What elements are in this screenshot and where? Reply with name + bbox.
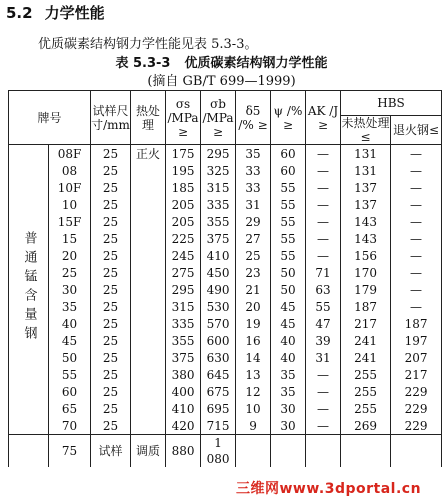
cell-el: 9 [236,417,271,435]
grade-cell: 65 [49,400,91,417]
cell-heat [131,264,166,281]
table-row [9,366,442,383]
cell-ra: 55 [271,247,306,264]
cell-size: 25 [91,230,131,247]
cell-el: 16 [236,332,271,349]
cell-ys: 195 [166,162,201,179]
cell-ra: 35 [271,383,306,400]
cell-ra: 50 [271,264,306,281]
cell-ys: 275 [166,264,201,281]
table-row [9,230,442,247]
cell-hb1: 241 [341,349,391,366]
cell-ys: 175 [166,145,201,163]
cell-ts: 295 [201,145,236,163]
cell-el: 10 [236,400,271,417]
cell-size: 25 [91,145,131,163]
cell-ts: 675 [201,383,236,400]
header-heat-treatment: 热处理 [131,91,166,145]
cell-ra: 55 [271,230,306,247]
cell-size: 25 [91,315,131,332]
cell-size: 25 [91,196,131,213]
cell-ak: — [306,400,341,417]
cell-ys: 315 [166,298,201,315]
cell-ra: 35 [271,366,306,383]
table-row [9,162,442,179]
table-row [9,213,442,230]
cell-size: 25 [91,383,131,400]
table-row [9,196,442,213]
cell-ys: 245 [166,247,201,264]
cell-heat [131,196,166,213]
table-row [9,145,442,163]
table-row [9,264,442,281]
grade-cell: 50 [49,349,91,366]
cell-size: 25 [91,417,131,435]
cell-hb2: 229 [391,417,442,435]
table-row [9,383,442,400]
cell-hb1: 143 [341,230,391,247]
cell-hb2: — [391,264,442,281]
intro-paragraph: 优质碳素结构钢力学性能见表 5.3-3。 [38,37,258,52]
header-hbs-untreated: 未热处理≤ [341,116,390,144]
cell-ra: 55 [271,179,306,196]
cell-heat [131,281,166,298]
cell-hb2: 229 [391,383,442,400]
cell-ts: 490 [201,281,236,298]
grade-cell: 55 [49,366,91,383]
cell-hb2: — [391,162,442,179]
cell-el: 27 [236,230,271,247]
grade-cell: 60 [49,383,91,400]
cell-el: 35 [236,145,271,163]
cell-size: 25 [91,247,131,264]
cell-size: 25 [91,298,131,315]
cell-ys: 420 [166,417,201,435]
cell-ts: 715 [201,417,236,435]
cell-ra: 30 [271,400,306,417]
cell-ys: 205 [166,213,201,230]
cell-size: 25 [91,332,131,349]
header-yield-strength: σs /MPa ≥ [166,91,201,145]
cell-ts: 410 [201,247,236,264]
cell-ra: 60 [271,145,306,163]
cell-ts: 570 [201,315,236,332]
cell-hb1: 255 [341,383,391,400]
header-grade: 牌号 [9,91,91,145]
grade-cell: 20 [49,247,91,264]
section-number: 5.2 [6,4,33,22]
header-hbs: HBS [341,91,442,116]
cell-empty [236,435,271,468]
group-label-cell [9,145,49,435]
cell-heat: 调质 [131,435,166,468]
cell-el: 13 [236,366,271,383]
cell-hb2: — [391,145,442,163]
cell-size: 试样 [91,435,131,468]
cell-hb2: — [391,281,442,298]
cell-empty [391,435,442,468]
cell-hb2: 197 [391,332,442,349]
cell-ak: — [306,230,341,247]
cell-ra: 30 [271,417,306,435]
group-label: 普通锰含量钢 [21,230,37,345]
grade-cell: 45 [49,332,91,349]
table-title: 优质碳素结构钢力学性能 [184,56,328,71]
cell-empty [341,435,391,468]
cell-ts: 315 [201,179,236,196]
table-body [9,145,442,468]
cell-ys: 185 [166,179,201,196]
cell-hb2: 229 [391,400,442,417]
cell-el: 12 [236,383,271,400]
header-elongation: δ5 /% ≥ [236,91,271,145]
cell-ts: 530 [201,298,236,315]
section-heading [6,2,105,23]
header-reduction-of-area: ψ /% ≥ [271,91,306,145]
cell-ak: — [306,162,341,179]
cell-heat [131,213,166,230]
cell-ra: 55 [271,196,306,213]
cell-heat [131,298,166,315]
cell-ra: 50 [271,281,306,298]
cell-ys: 225 [166,230,201,247]
grade-cell: 10 [49,196,91,213]
table-row [9,332,442,349]
cell-hb1: 131 [341,162,391,179]
cell-ak: — [306,145,341,163]
table-row [9,400,442,417]
cell-hb1: 137 [341,196,391,213]
table-row [9,247,442,264]
cell-ys: 400 [166,383,201,400]
cell-ys: 880 [166,435,201,468]
cell-ak: 31 [306,349,341,366]
grade-cell: 15F [49,213,91,230]
table-row [9,281,442,298]
cell-heat [131,383,166,400]
cell-hb1: 179 [341,281,391,298]
cell-ak: — [306,366,341,383]
cell-hb1: 187 [341,298,391,315]
cell-el: 19 [236,315,271,332]
cell-heat [131,162,166,179]
cell-hb1: 241 [341,332,391,349]
cell-ys: 295 [166,281,201,298]
cell-ak: — [306,383,341,400]
cell-ra: 40 [271,332,306,349]
grade-cell: 08 [49,162,91,179]
cell-ak: 47 [306,315,341,332]
cell-size: 25 [91,366,131,383]
cell-ys: 380 [166,366,201,383]
cell-ts: 645 [201,366,236,383]
grade-cell: 40 [49,315,91,332]
header-hbs-annealed: 退火钢≤ [391,116,442,145]
cell-hb2: 217 [391,366,442,383]
cell-hb1: 143 [341,213,391,230]
cell-heat [131,230,166,247]
cell-ak: — [306,179,341,196]
cell-hb2: — [391,230,442,247]
cell-ts: 1 080 [201,435,236,468]
cell-el: 33 [236,162,271,179]
cell-heat [131,247,166,264]
cell-grade: 75 [49,435,91,468]
header-size: 试样尺寸/mm [91,91,131,145]
cell-ra: 40 [271,349,306,366]
cell-hb1: 217 [341,315,391,332]
cell-el: 33 [236,179,271,196]
cell-heat [131,179,166,196]
cell-ys: 410 [166,400,201,417]
cell-ys: 375 [166,349,201,366]
cell-hb1: 131 [341,145,391,163]
mechanical-properties-table [8,90,442,467]
grade-cell: 08F [49,145,91,163]
cell-size: 25 [91,179,131,196]
grade-cell: 15 [49,230,91,247]
table-caption [0,52,443,71]
cell-el: 29 [236,213,271,230]
cell-size: 25 [91,264,131,281]
cell-hb1: 137 [341,179,391,196]
cell-ys: 355 [166,332,201,349]
cell-heat [131,400,166,417]
cell-ra: 60 [271,162,306,179]
table-number: 表 5.3-3 [115,56,171,71]
cell-ak: — [306,196,341,213]
cell-hb2: — [391,213,442,230]
cell-ys: 335 [166,315,201,332]
grade-cell: 25 [49,264,91,281]
cell-el: 23 [236,264,271,281]
cell-el: 25 [236,247,271,264]
cell-empty [271,435,306,468]
cell-hb2: — [391,247,442,264]
group-cell-blank [9,435,49,468]
table-row [9,315,442,332]
cell-empty [306,435,341,468]
cell-ak: — [306,417,341,435]
cell-ra: 45 [271,298,306,315]
grade-cell: 30 [49,281,91,298]
table-row-partial [9,435,442,468]
grade-cell: 10F [49,179,91,196]
cell-size: 25 [91,400,131,417]
cell-size: 25 [91,281,131,298]
cell-el: 14 [236,349,271,366]
watermark-text: 三维网www.3dportal.cn [236,481,422,497]
table-row [9,417,442,435]
cell-hb2: 207 [391,349,442,366]
cell-ts: 325 [201,162,236,179]
cell-ts: 695 [201,400,236,417]
cell-size: 25 [91,213,131,230]
cell-ak: 71 [306,264,341,281]
cell-hb1: 269 [341,417,391,435]
cell-hb2: — [391,298,442,315]
cell-ak: — [306,247,341,264]
cell-ak: 55 [306,298,341,315]
table-row [9,349,442,366]
cell-el: 21 [236,281,271,298]
cell-el: 20 [236,298,271,315]
header-tensile-strength: σb /MPa ≥ [201,91,236,145]
cell-ys: 205 [166,196,201,213]
table-source: (摘自 GB/T 699—1999) [147,74,296,89]
cell-hb2: 187 [391,315,442,332]
grade-cell: 70 [49,417,91,435]
cell-heat [131,349,166,366]
grade-cell: 35 [49,298,91,315]
cell-ts: 630 [201,349,236,366]
cell-ak: — [306,213,341,230]
cell-hb1: 255 [341,366,391,383]
cell-hb1: 170 [341,264,391,281]
cell-ts: 450 [201,264,236,281]
cell-ts: 335 [201,196,236,213]
cell-hb1: 255 [341,400,391,417]
cell-el: 31 [236,196,271,213]
cell-heat [131,332,166,349]
cell-ts: 355 [201,213,236,230]
table-row [9,179,442,196]
cell-size: 25 [91,162,131,179]
cell-heat [131,315,166,332]
cell-ak: 63 [306,281,341,298]
cell-hb2: — [391,196,442,213]
cell-ts: 600 [201,332,236,349]
cell-heat [131,366,166,383]
cell-hb2: — [391,179,442,196]
cell-size: 25 [91,349,131,366]
cell-ts: 375 [201,230,236,247]
table-row [9,298,442,315]
cell-hb1: 156 [341,247,391,264]
header-impact-energy: AK /J ≥ [306,91,341,145]
cell-ra: 45 [271,315,306,332]
cell-heat: 正火 [131,145,166,163]
cell-heat [131,417,166,435]
cell-ra: 55 [271,213,306,230]
cell-ak: 39 [306,332,341,349]
section-title: 力学性能 [44,4,105,22]
